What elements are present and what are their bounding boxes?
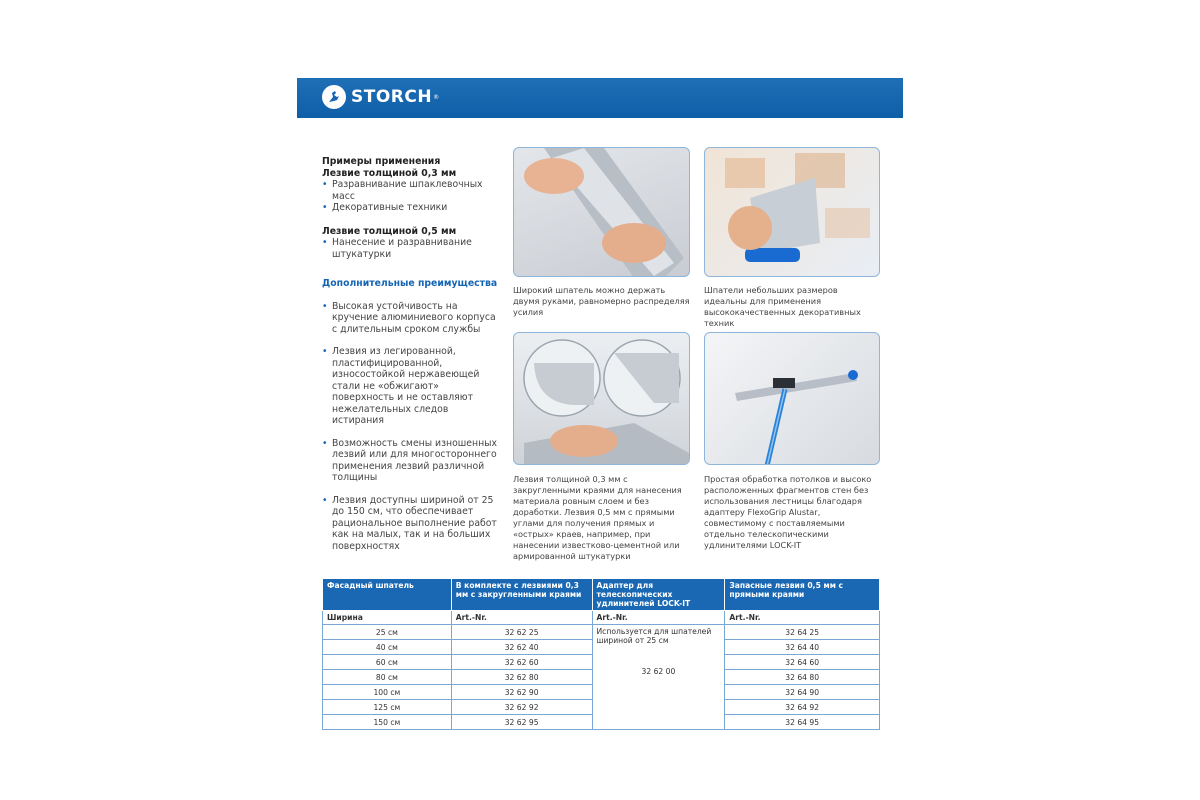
subheader-width: Ширина: [323, 611, 452, 625]
list-item: • Лезвия из легированной, пластифицированной, износостойкой нержавеющей стали не «обжигают» поверхность и не оставляют нежелательных следов истирания: [322, 346, 502, 427]
subheader-art: Art.-Nr.: [451, 611, 592, 625]
brand-name: STORCH: [351, 87, 433, 107]
photo-wide-spatula: [513, 147, 690, 277]
list-item: • Декоративные техники: [322, 202, 502, 214]
caption-photo1: Широкий шпатель можно держать двумя руками, равномерно распределяя усилия: [513, 285, 690, 317]
blade05-title: Лезвие толщиной 0,5 мм: [322, 225, 457, 237]
features-column: [322, 156, 502, 552]
cell-spare-art: 32 64 40: [725, 640, 880, 655]
adapter-note: Используется для шпателей шириной от 25 см: [596, 627, 712, 645]
brand-banner: [297, 78, 903, 118]
list-item: • Нанесение и разравнивание штукатурки: [322, 237, 502, 260]
header-spare-blades: Запасные лезвия 0,5 мм с прямыми краями: [725, 579, 880, 611]
cell-width: 150 см: [323, 715, 452, 730]
storch-logo: [322, 85, 439, 109]
cell-spare-art: 32 64 25: [725, 625, 880, 640]
cell-spare-art: 32 64 60: [725, 655, 880, 670]
cell-set-art: 32 62 92: [451, 700, 592, 715]
cell-spare-art: 32 64 92: [725, 700, 880, 715]
cell-set-art: 32 62 80: [451, 670, 592, 685]
blade03-title: Лезвие толщиной 0,3 мм: [322, 167, 457, 179]
examples-title: Примеры применения: [322, 156, 441, 167]
cell-spare-art: 32 64 95: [725, 715, 880, 730]
photo-blade-corners: [513, 332, 690, 465]
list-item: • Лезвия доступны шириной от 25 до 150 см, что обеспечивает рациональное выполнение работ как на малых, так и на больших поверхностях: [322, 495, 502, 553]
header-set-blades: В комплекте с лезвиями 0,3 мм с закругленными краями: [451, 579, 592, 611]
stork-icon: [322, 85, 346, 109]
advantages-list: [322, 301, 502, 553]
adapter-art: 32 62 00: [641, 667, 676, 676]
photo-small-spatula: [704, 147, 880, 277]
cell-width: 25 см: [323, 625, 452, 640]
cell-spare-art: 32 64 90: [725, 685, 880, 700]
cell-width: 125 см: [323, 700, 452, 715]
cell-width: 100 см: [323, 685, 452, 700]
caption-photo3: Лезвия толщиной 0,3 мм с закругленными краями для нанесения материала ровным слоем и без доработки. Лезвия 0,5 мм с прямыми углами для получения прямых и «острых» краев, например, при нанесении известково-цементной или армированной штукатурки: [513, 474, 682, 561]
subheader-art: Art.-Nr.: [725, 611, 880, 625]
header-facade-spatula: Фасадный шпатель: [323, 579, 452, 611]
list-item: • Высокая устойчивость на кручение алюминиевого корпуса с длительным сроком службы: [322, 301, 502, 336]
caption-photo2: Шпатели небольших размеров идеальны для применения высококачественных декоративных техник: [704, 285, 861, 328]
cell-width: 80 см: [323, 670, 452, 685]
table-subheader-row: [323, 611, 880, 625]
cell-adapter: [592, 625, 725, 730]
caption-photo4: Простая обработка потолков и высоко расположенных фрагментов стен без использования лестницы благодаря адаптеру FlexoGrip Alustar, совместимому с поставляемыми отдельно телескопическими удлинителями LOCK-IT: [704, 474, 872, 550]
brand-reg: ®: [433, 93, 440, 101]
cell-width: 40 см: [323, 640, 452, 655]
advantages-title: Дополнительные преимущества: [322, 278, 498, 289]
blade03-list: [322, 179, 502, 214]
cell-set-art: 32 62 25: [451, 625, 592, 640]
subheader-art: Art.-Nr.: [592, 611, 725, 625]
cell-width: 60 см: [323, 655, 452, 670]
table-header-row: [323, 579, 880, 611]
cell-set-art: 32 62 95: [451, 715, 592, 730]
table-row: [323, 625, 880, 640]
list-item: • Разравнивание шпаклевочных масс: [322, 179, 502, 202]
blade05-list: [322, 237, 502, 260]
cell-spare-art: 32 64 80: [725, 670, 880, 685]
cell-set-art: 32 62 60: [451, 655, 592, 670]
cell-set-art: 32 62 90: [451, 685, 592, 700]
specs-table: [322, 578, 880, 730]
header-adapter: Адаптер для телескопических удлинителей LOCK-IT: [592, 579, 725, 611]
photo-telescopic-adapter: [704, 332, 880, 465]
list-item: • Возможность смены изношенных лезвий или для многостороннего применения лезвий различной толщины: [322, 438, 502, 484]
cell-set-art: 32 62 40: [451, 640, 592, 655]
